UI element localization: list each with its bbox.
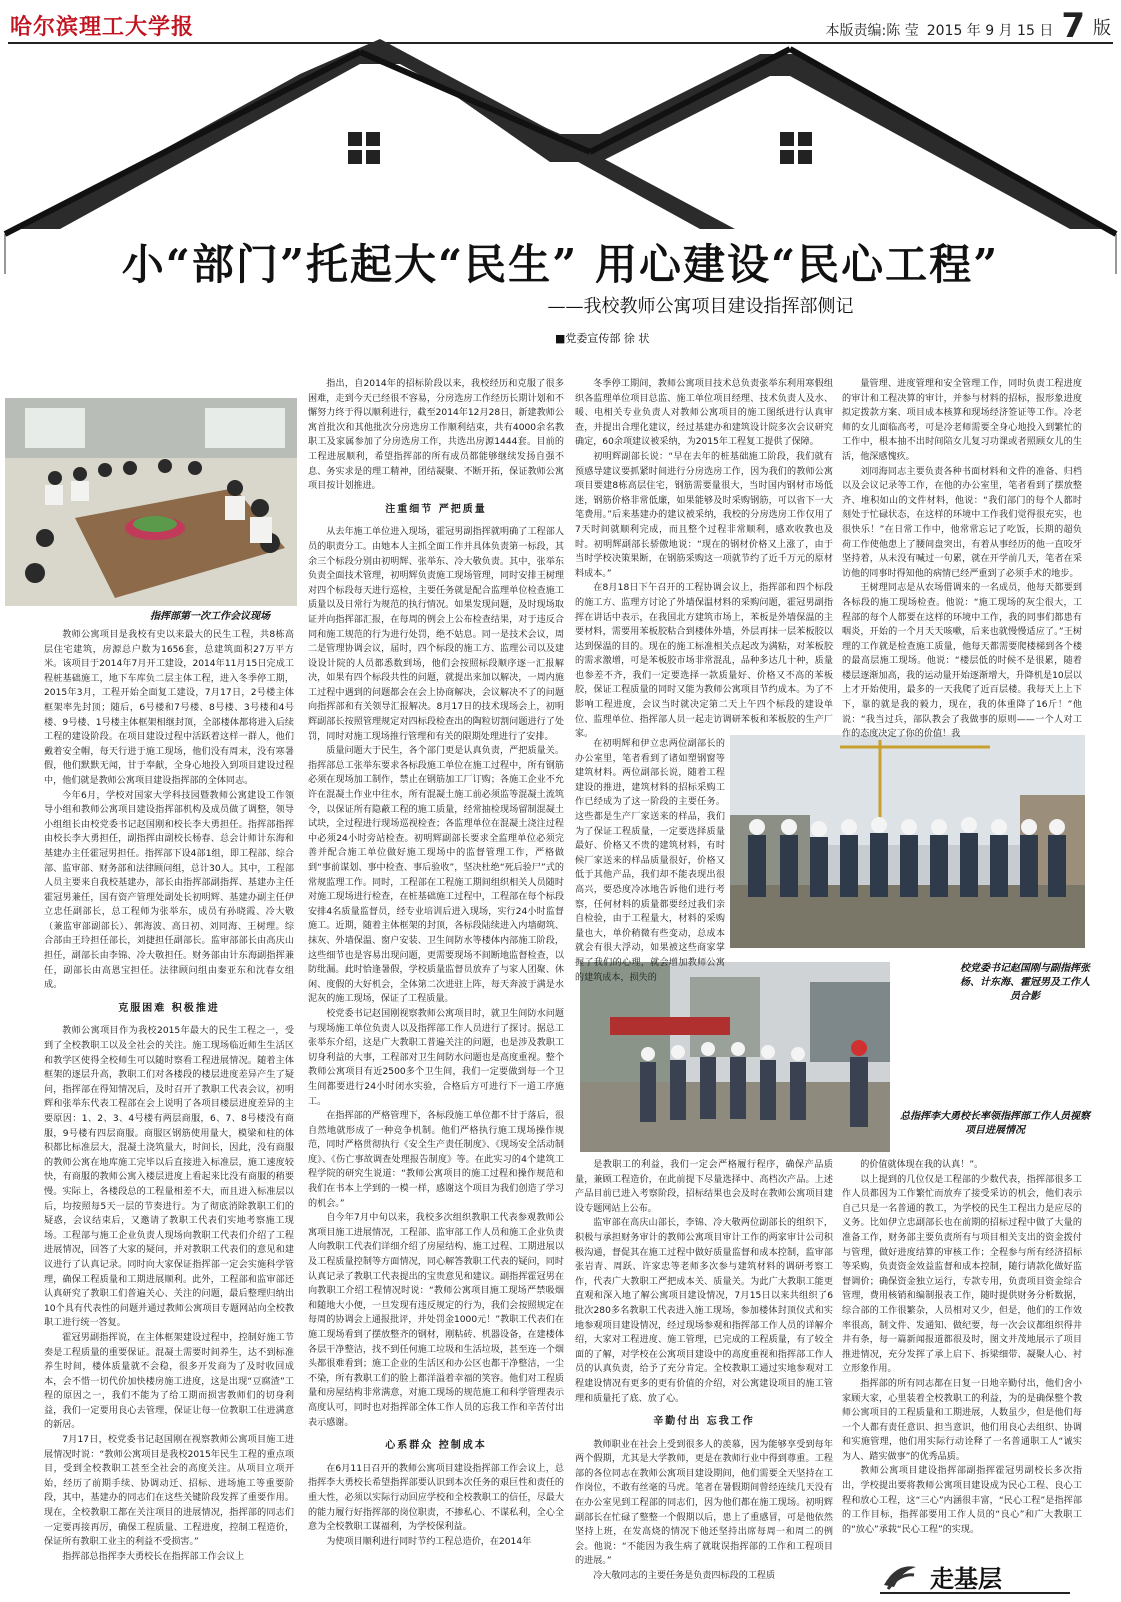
column-2 <box>308 377 564 1590</box>
paragraph: 教师公寓项目作为我校2015年最大的民生工程之一，受到了全校教职工以及全社会的关注。施工现场临近师生生活区和教学区使得全校师生可以随时察看工程进展情况。随着主体框架的逐层升高，教职工们对各楼段的楼层进度差异产生了疑问，指挥部在得知情况后，及时召开了教职工代表会议，初明辉和张举东代表工程部在会上说明了各项目楼层进度差异的主要原因：1、2、3、4号楼有两层商服，6、7、8号楼没有商服，9号楼有四层商服。商服区钢筋使用量大，模梁和柱的体积都比标准层大，混凝土浇筑量大，时间长，因此，没有商服的教师公寓在地库施工完毕以后直接进入标准层，施工速度较快，有商服的教师公寓入楼层进度上看起来比没有商服的稍要慢。实际上，各楼段总的工程量相差不大，而且进入标准层以后，均按照每5天一层的节奏进行。为了彻底消除教职工们的疑惑，会议结束后，又邀请了教职工代表们实地考察施工现场。工程部与施工企业负责人现场向教职工代表们介绍了工程进展情况，回答了大家的疑问，并对教职工代表们的意见和建议进行了认真记录。同时向大家保证指挥部一定会实施科学管理，确保工程质量和工期进展顺利。此外，工程部和监审部还认真研究了教职工们普遍关心、关注的问题，最后整理归纳出10个具有代表性的问题并通过教师公寓项目专题网站向全校教职工进行统一答复。 <box>44 1026 294 1329</box>
section-heading: 注重细节 严把质量 <box>385 503 487 515</box>
paragraph: 以上提到的几位仅是工程部的少数代表，指挥部很多工作人员都因为工作繁忙而放弃了接受采访的机会，他们表示自己只是一名普通的教工，为学校的民生工程出力是应尽的义务。比如伊立忠副部长也在前期的招标过程中做了大量的准备工作，财务部主要负责所有与项目相关支出的资金拨付与管理，做好进度结算的审核工作；全程参与所有经济招标等采购，负责资金效益监督和成本控制，随行请款化做好监督调价；确保资金独立运行，专款专用，负责项目资金综合管理，费用核销和编制报表工作，随时提供财务分析数据，综合部的工作很繁杂，人员相对又少，但是，他们的工作效率很高，制文件、发通知、做纪要，每一次会议都组织得井井有条，每一篇新闻报道都很及时，图文并茂地展示了项目推进情况，充分发挥了承上启下、拆梁细带、凝聚人心、衬立形象作用。 <box>842 1174 1082 1375</box>
column-3-middle <box>575 737 725 983</box>
paragraph: 教师公寓项目建设指挥部副指挥霍冠男副校长多次指出，学校提出要将教师公寓项目建设成为民心工程、良心工程和放心工程，这“三心”内涵很丰富，“民心工程”是指挥部的工作目标，指挥部要用工作人员的“良心”和广大教职工的“放心”承载“民心工程”的实现。 <box>842 1466 1082 1535</box>
meeting-photo <box>5 398 297 606</box>
column-3-top <box>575 377 833 740</box>
masthead: 哈尔滨理工大学报 <box>10 14 195 40</box>
column-4-top <box>842 377 1082 740</box>
paragraph: 冷大敬同志的主要任务是负责四标段的工程质 <box>593 1571 776 1582</box>
column-logo <box>880 1560 1070 1594</box>
group-caption: 校党委书记赵国刚与副指挥张杨、计东海、霍冠男及工作人员合影 <box>960 963 1090 1002</box>
section-heading: 辛勤付出 忘我工作 <box>653 1416 755 1428</box>
section-heading: 克服困难 积极推进 <box>118 1002 220 1014</box>
page-unit: 版 <box>1093 18 1111 39</box>
paragraph: 冬季停工期间，教师公寓项目技术总负责张举东利用寒假组织各监理单位项目总监、施工单位项目经理、技术负责人及水、暖、电相关专业负责人对教师公寓项目的施工图纸进行认真审查，并提出合理化建议，经过基建办和建筑设计院多次会议研究确定，60余项建议被采纳，为2015年工程复工提供了保障。 <box>575 379 833 448</box>
paragraph: 指挥部的所有同志都在日复一日地辛勤付出，他们舍小家顾大家，心里装着全校教职工的利益，为的是确保整个教师公寓项目的工程质量和工期进展，人数虽少，但是他们每一个人都有责任意识、担当意识，他们用良心去组织、协调和实施管理，他们用实际行动诠释了一名普通职工人“诚实为人、踏实做事”的优秀品质。 <box>842 1378 1082 1462</box>
paragraph: 指出，自2014年的招标阶段以来，我校经历和克服了很多困难，走到今天已经很不容易，分房选房工作经历长期计划和不懈努力终于得以顺利进行，截至2014年12月28日，新建教师公寓首批次和其他批次分房选房工作顺利结束，共有4000余名教职工及家属参加了分房选房工作，共选出房源1444套。目前的工程进展顺利，希望指挥部的所有成员都能够继续发扬自强不息、务实求是的理工精神，团结凝聚、不断开拓，保证教师公寓项目按计划推进。 <box>308 379 564 492</box>
editor-credit: 本版责编:陈 莹 <box>825 23 919 39</box>
section-heading: 心系群众 控制成本 <box>385 1440 487 1452</box>
paragraph: 自今年7月中旬以来，我校多次组织教职工代表参观教师公寓项目施工进展情况，工程部、监审部工作人员和施工企业负责人向教职工代表们详细介绍了房屋结构、施工过程、工期进展以及工程质量控制等方面情况，同心解答教职工代表的疑问，同时认真记录了教职工代表提出的宝贵意见和建议。副指挥霍冠男在向教职工介绍工程情况时说：“教师公寓项目施工现场严禁吸烟和随地大小便，一旦发现有违反规定的行为，我们会按照规定在每周的协调会上通报批评，并处罚金1000元！”教职工代表们在施工现场看到了摆放整齐的钢材，刚粘砖、机器设备，在建楼体各层干净整洁，找不到任何施工垃圾和生活垃圾，甚至连一个烟头都很难看到；施工企业的生活区和办公区也都干净整洁，一尘不染，所有教职工们的脸上都洋溢着幸福的笑容。他们对工程质量和房屋结构非常满意，对施工现场的规范施工和科学管理表示高度认可，同时也对指挥部全体工作人员的忘我工作和辛苦付出表示感谢。 <box>308 1213 564 1428</box>
page-number: 7 <box>1061 6 1085 46</box>
paragraph: 在指挥部的严格管理下，各标段施工单位都不甘于落后，很自然地就形成了一种竞争机制。他们严格执行施工现场操作规范，同时严格贯彻执行《安全生产责任制度》、《现场安全活动制度》、《伤亡事故调查处理报告制度》等。在此实习的4个建筑工程学院的研究生说道：“教师公寓项目的施工过程和操作规范和我们在书本上学到的一模一样，感谢这个项目为我们创造了学习的机会。” <box>308 1111 564 1209</box>
column-1 <box>44 628 294 1590</box>
page-info <box>825 6 1111 46</box>
paragraph: 为使项目顺利进行同时节约工程总造价，在2014年 <box>326 1536 532 1547</box>
paragraph: 教师公寓项目是我校有史以来最大的民生工程，共8栋高层住宅建筑，房源总户数为1656套，总建筑面积27万平方米。该项目于2014年7月开工建设，2014年11月15日完成工程桩基础施工，地下车库负二层主体工程，进入冬季停工期，2015年3月，工程开始全面复工建设，7月17日，2号楼主体框架率先封顶；随后，6号楼和7号楼、8号楼、3号楼和4号楼、9号楼、1号楼主体框架相继封顶，全部楼体都将进入后续工程的建设阶段。在项目建设过程中活跃着这样一群人，他们戴着安全帽，每天行进于施工现场，他们没有周末，没有寒暑假，他们默默无闻，甘于奉献，全身心地投入到项目建设过程中，他们就是教师公寓项目建设指挥部的全体同志。 <box>44 630 294 786</box>
column-3-bottom <box>575 1158 833 1590</box>
issue-date: 2015 年 9 月 15 日 <box>926 23 1054 39</box>
byline: ■党委宣传部 徐 状 <box>555 332 650 345</box>
paragraph: 7月17日，校党委书记赵国刚在视察教师公寓项目施工进展情况时说：“教师公寓项目是我校2015年民生工程的重点项目，受到全校教职工甚至全社会的高度关注。从项目立项开始，经历了前期手续、协调动迁、招标、进场施工等重要阶段，其中，基建办的同志们在这些关键阶段发挥了重要作用。现在，全校教职工都在关注项目的进展情况，指挥部的同志们一定要再接再厉，确保工程质量、工程进度，控制工程造价，保证所有教职工业主的利益不受损害。” <box>44 1435 294 1548</box>
meeting-caption: 指挥部第一次工作会议现场 <box>150 611 270 622</box>
paragraph: 校党委书记赵国刚视察教师公寓项目时，就卫生间防水问题与现场施工单位负责人以及指挥部工作人员进行了探讨。据总工张举东介绍，这是广大教职工普遍关注的问题，也是涉及教职工切身利益的大事，工程部对卫生间防水问题也是高度重视。整个教师公寓项目有近2500多个卫生间，我们一定要做到每一个卫生间都要进行24小时闭水实验，合格后方可进行下一道工序施工。 <box>308 1008 564 1107</box>
paragraph: 质量问题大于民生，各个部门更是认真负责，严把质量关。指挥部总工张举东要求各标段施工单位在施工过程中，所有钢筋必须在现场加工制作，禁止在钢筋加工厂订购；各施工企业不允许在混凝土作业中往水，所有混凝土施工前必须监等混凝土流筑令，以保证所有隐蔽工程的施工质量，经常抽检现场留制混凝土试块，全过程进行现场巡视检查；各监理单位在混凝土浇注过程中必须24小时旁站检查。初明辉副部长要求全监理单位必须完善并配合施工单位做好施工现场中的监督管理工作，严格做到“事前谋划、事中检查、事后验收”，坚决杜绝“死后验尸”式的常规监理工作。同时，工程部在工程施工期间组织相关人员随时对施工现场进行检查，在桩基础施工过程中，工程部在每个标段安排4名质量监督员，经专业培训后进入现场，实行24小时监督施工。近期，随着主体框架的封顶，各标段陆续进入内墙砌筑、抹灰、外墙保温、窗户安装、卫生间防水等楼体内部施工阶段，这些细节也是容易出现问题，更需要现场不间断地监督检查，以防纰漏。此时恰逢暑假，学校质量监督员放弃了与家人团聚、休闲、度假的大好机会，全体第二次进驻上阵，每天奔波于满是水泥灰的施工现场，保证了工程质量。 <box>308 746 564 1005</box>
paragraph: 的价值就体现在我的认真！”。 <box>860 1160 984 1170</box>
paragraph: 量管理、进度管理和安全管理工作，同时负责工程进度的审计和工程决算的审计，并参与材料的招标，报形象进度拟定拨款方案、项目成本核算和现场经济签证等工作。冷老师的女儿面临高考，可是冷老师需要全身心地投入到繁忙的工作中，根本抽不出时间陪女儿复习功课或者照顾女儿的生活，他深感愧疚。 <box>842 379 1082 462</box>
paragraph: 教师职业在社会上受到很多人的羡慕，因为能够享受到每年两个假期，尤其是大学教师，更是在教师行业中得到尊重。工程部的各位同志在教师公寓项目建设期间，他们需要全天坚持在工作岗位，不敢有丝毫的马虎。笔者在暑假期间曾经连续几天没有在办公室见到工程部的同志们，因为他们都在施工现场。初明辉副部长在忙碌了整整一个假期以后，患上了重感冒，可是他依然坚持上班，在发高烧的情况下他还坚持出席每周一和周二的例会。他说：“不能因为我生病了就耽误指挥部的工作和工程项目的进展。” <box>575 1439 833 1567</box>
paragraph: 指挥部总指挥李大勇校长在指挥部工作会议上 <box>62 1551 245 1562</box>
paragraph: 初明辉副部长说：“早在去年的桩基础施工阶段，我们就有预感导建议要抓紧时间进行分房选房工作，因为我们的教师公寓项目要建8栋高层住宅，钢筋需要量很大，当时国内钢材市场低迷，钢筋价格非常低廉，如果能够及时采购钢筋，可以省下一大笔费用。”后来基建办的建议被采纳，我校的分房选房工作仅用了7天时间就顺利完成，而且整个过程非常顺利，感欢收教也及时。初明辉副部长骄傲地说：“现在的钢材价格又上涨了，由于当时学校决策果断，在钢筋采购这一项就节约了近千万元的原材料成本。” <box>575 451 833 579</box>
headline: 小“部门”托起大“民生” 用心建设“民心工程” <box>121 240 1000 289</box>
subheadline: ——我校教师公寓项目建设指挥部侧记 <box>547 296 854 317</box>
paragraph: 在6月11日召开的教师公寓项目建设指挥部工作会议上，总指挥李大勇校长希望指挥部要认识到本次任务的艰巨性和责任的重大性，必须以实际行动回应学校和全校教职工的信任，尽最大的能力履行好指挥部的岗位职责，不掺私心、不谋私利，全心全意为全校教职工谋福利，为学校保利益。 <box>308 1463 564 1533</box>
ribbon-icon <box>880 1561 920 1591</box>
site-tour-caption: 总指挥李大勇校长率领指挥部工作人员视察项目进展情况 <box>900 1111 1090 1136</box>
column-logo-label: 走基层 <box>930 1563 1002 1593</box>
paragraph: 是教职工的利益，我们一定会严格履行程序，确保产品质量，兼顾工程造价，在此前提下尽量选择中、高档次产品。上述产品目前已进入考察阶段，招标结果也会及时在教师公寓项目建设专题网站上公布。 <box>575 1160 833 1214</box>
paragraph: 王树理同志是从农场借调来的一名成员，他每天都要到各标段的施工现场检查。他说：“施工现场的灰尘很大，工程部的每个人都要在这样的环境中工作，我的同事们都患有咽炎，开始的一个月天天咳嗽，后来也就慢慢适应了。”王树理的工作就是检查施工质量，他每天都需要爬楼梯到各个楼的最高层施工现场。他说：“楼层低的时候不是很累，随着楼层逐渐加高，我的运动量开始逐渐增大，升降机是10层以上才开始使用，最多的一天我爬了近百层楼。我每天上上下下，靠的就是我的毅力，现在，我的体重降了16斤！”他说：“我当过兵，部队教会了我做事的原则——一个人对工作的态度决定了你的价值！我 <box>842 583 1082 740</box>
paragraph: 在初明辉和伊立忠两位副部长的办公室里，笔者看到了诸如塑钢窗等建筑材料。两位副部长说，随着工程建设的推进，建筑材料的招标采购工作已经成为了这一阶段的主要任务。这些都是生产厂家送来的样品，我们为了保证工程质量，一定要选择质量最好、价格又不贵的建筑材料，有时候厂家送来的样品质量很好，价格又低于其他产品，我们却不能表现出很高兴，要恐度冷冰地告诉他们进行考察，任何材料的质量都要经过我们亲自检验，由于工程量大，材料的采购量也大，单价稍微有些变动，总成本就会有很大浮动，如果被这些商家掌握了我们的心理，就会增加教师公寓的建筑成本，损失的 <box>575 739 725 983</box>
paragraph: 霍冠男副指挥说，在主体框架建设过程中，控制好施工节奏是工程质量的重要保证。混凝土需要时间养生，达不到标准养生时间，楼体质量就不会稳，很多开发商为了及时收回成本，会不惜一切代价加快楼房施工进度，这是出现“豆腐渣”工程的原因之一，我们不能为了给工期而损害教师们的切身利益，我们一定要用良心去管理，保证让每一位教职工住进满意的新居。 <box>44 1332 294 1431</box>
site-tour-photo <box>580 962 890 1152</box>
paragraph: 在8月18日下午召开的工程协调会议上，指挥部和四个标段的施工方、监理方讨论了外墙保温材料的采购问题，霍冠男副指挥在讲话中表示，在我国北方建筑市场上，苯板是外墙保温的主要材料，需要用苯板胶粘合到楼体外墙，外层再抹一层苯板胶以达到保温的目的。现在的施工标准相关点起改为满粘，对苯板胶的需求激增，可是苯板胶市场非常混乱，品种多达几十种，质量也参差不齐，我们一定要选择一款质量好、价格又不高的苯板胶，保证工程质量的同时又能为教师公寓项目节约成本。为了不影响工程进度，会议当时就决定第二天上午四个标段的建设单位、监理单位、指挥部人员一起走访调研苯板和苯板胶的生产厂家。 <box>575 583 833 740</box>
paragraph: 今年6月，学校对国家大学科技园暨教师公寓建设工作领导小组和教师公寓项目建设指挥部机构及成员做了调整，领导小组组长由校党委书记赵国刚和校长李大勇担任。指挥部指挥由校长李大勇担任，副指挥由副校长杨春、总会计师计东海和基建办主任霍冠男担任。指挥部下设4部1组，即工程部、综合部、监审部、财务部和法律顾问组，总计30人。其中，工程部人员主要来自我校基建办，部长由指挥部副指挥、基建办主任霍冠男兼任，国有资产管理处副处长初明辉、基建办副主任伊立忠任副部长，总工程师为张举东，成员有孙晓霞、冷大敬（兼监审部副部长）、郭海波、高日初、刘同海、王树理。综合部由王玲担任部长，刘捷担任副部长。监审部部长由高庆山担任，副部长由李锦、冷大敬担任。财务部由计东海副指挥兼任，副部长由高恩宝担任。法律顾问组由秦亚东和沈春女组成。 <box>44 790 294 991</box>
paragraph: 监审部在高庆山部长，李锦、冷大敬两位副部长的组织下，积极与承担财务审计的教师公寓项目审计工作的两家审计公司积极沟通，督促其在施工过程中做好质量监督和成本控制，监审部张岩青、周跃、许家忠等老师多次参与建筑材料的调研考察工作，代表广大教职工严把成本关、质量关。为此广大教职工能更直观和深入地了解公寓项目建设情况，7月15日以来共组织了6批次280多名教职工代表进入施工现场，参加楼体封顶仪式和实地参观项目建设情况，经过现场参观和指挥部工作人员的详解介绍，大家对工程进度、施工管理，已完成的工程质量，有了较全面的了解，对学校在公寓项目建设中的高度重视和指挥部工作人员的认真负责，给予了充分肯定。全校教职工通过实地参观对工程建设情况有更多的更有价值的介绍，对公寓建设项目的施工管理和质量托了底、放了心。 <box>575 1218 833 1404</box>
paragraph: 从去年施工单位进入现场，霍冠男副指挥就明确了工程部人员的职责分工。由她本人主抓全面工作并具体负责第一标段，其余三个标段分别由初明辉、张举东、冷大敬负责。其中，张举东负责全面技术管理，初明辉负责施工现场管理，同时安排王树理对四个标段每天进行巡检，主要任务就是配合监理单位检查施工质量以及日常行为规范的执行情况。如果发现问题，及时现场取证并向指挥部汇报，在每周的例会上公布检查结果，对于违反合同和施工规范的行为进行处罚，绝不姑息。同一是技术会议，周二是管理协调会议，届时，四个标段的施工方、监理公司以及建设设计院的人员都悉数到场，他们会按照标段顺序逐一汇报解决，如果有四个标段共性的问题，就提出来加以解决，一周内施工过程中遇到的问题都会在会上协商解决，会议解决不了的问题向指挥部和有关领导汇报解决。8月17日的技术现场会上，初明辉副部长按照管理规定对四标段检查出的陶粒切割问题进行了处罚，同时对施工现场推行管理和有关的限期处理进行了安排。 <box>308 527 564 742</box>
column-4-bottom <box>842 1158 1082 1556</box>
group-photo <box>730 735 1085 948</box>
paragraph: 刘同海同志主要负责各种书面材料和文件的准备、归档以及会议记录等工作，在他的办公室里，笔者看到了摆放整齐、堆积如山的文件材料，他说：“我们部门的每个人都时刻处于忙碌状态，在这样的环境中工作我们觉得很充实，也很快乐！”在日常工作中，他常常忘记了吃饭，长期的超负荷工作使他患上了腰间盘突出，有着从事经历的他一直咬牙坚持着，从未没有喊过一句累，就在开学前几天，笔者在采访他的同事时得知他的病情已经严重到了必须手术的地步。 <box>842 466 1082 579</box>
